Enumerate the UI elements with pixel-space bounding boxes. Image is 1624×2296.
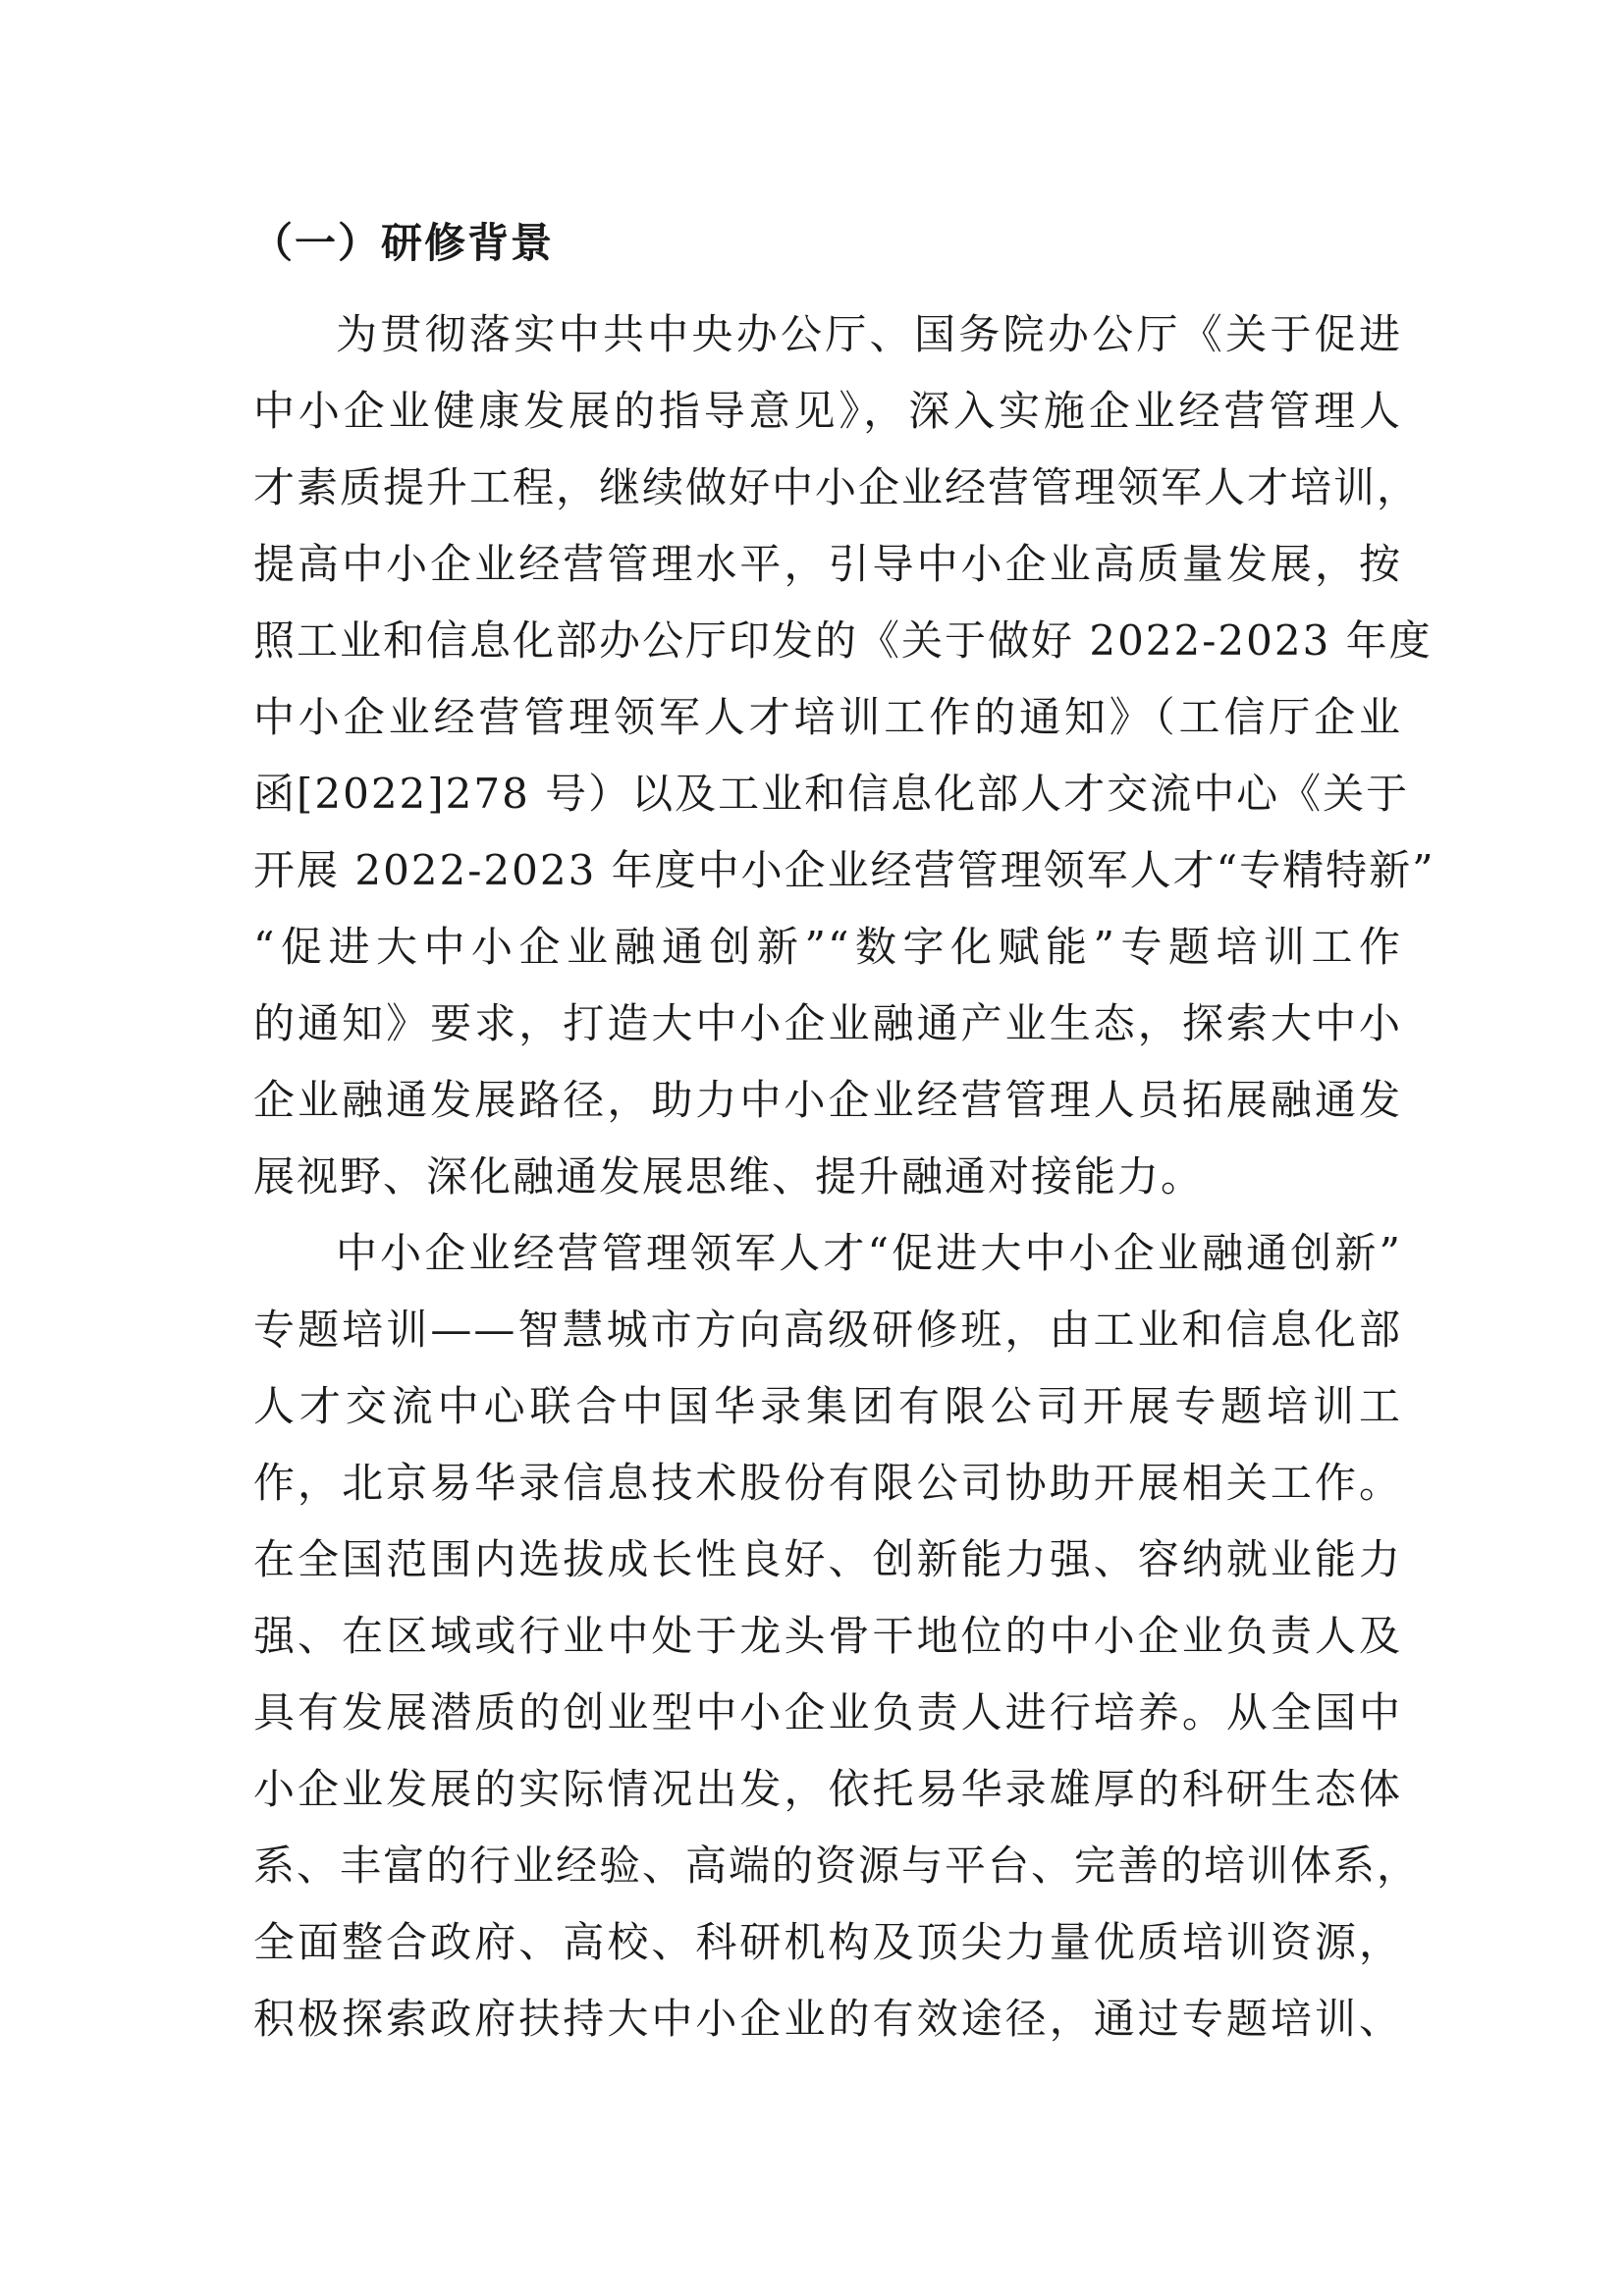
text-line: 专题培训——智慧城市方向高级研修班，由工业和信息化部 <box>253 1306 1402 1354</box>
text-line: 积极探索政府扶持大中小企业的有效途径，通过专题培训、 <box>253 1995 1402 2043</box>
text-line: 提高中小企业经营管理水平，引导中小企业高质量发展，按 <box>253 540 1402 588</box>
text-line: 中小企业经营管理领军人才培训工作的通知》（工信厅企业 <box>253 693 1402 741</box>
text-line: 中小企业经营管理领军人才“促进大中小企业融通创新” <box>336 1229 1402 1277</box>
text-line: 函[2022]278 号）以及工业和信息化部人才交流中心《关于 <box>253 770 1410 818</box>
text-line: 在全国范围内选拔成长性良好、创新能力强、容纳就业能力 <box>253 1535 1402 1583</box>
text-line: 具有发展潜质的创业型中小企业负责人进行培养。从全国中 <box>253 1688 1402 1736</box>
text-line: 才素质提升工程，继续做好中小企业经营管理领军人才培训， <box>253 463 1421 511</box>
text-line: 为贯彻落实中共中央办公厅、国务院办公厅《关于促进 <box>336 310 1402 358</box>
paragraph-background-2 <box>253 1215 1421 2057</box>
text-line: 全面整合政府、高校、科研机构及顶尖力量优质培训资源， <box>253 1918 1402 1966</box>
text-line: 开展 2022-2023 年度中小企业经营管理领军人才“专精特新” <box>253 846 1435 894</box>
text-line: “促进大中小企业融通创新”“数字化赋能”专题培训工作 <box>253 923 1402 971</box>
text-line: 照工业和信息化部办公厅印发的《关于做好 2022-2023 年度 <box>253 616 1433 665</box>
text-line: 企业融通发展路径，助力中小企业经营管理人员拓展融通发 <box>253 1076 1402 1124</box>
section-heading: （一）研修背景 <box>251 219 555 267</box>
paragraph-background-1 <box>253 296 1435 1215</box>
text-line: 展视野、深化融通发展思维、提升融通对接能力。 <box>253 1152 1205 1201</box>
text-line: 的通知》要求，打造大中小企业融通产业生态，探索大中小 <box>253 999 1402 1047</box>
text-line: 人才交流中心联合中国华录集团有限公司开展专题培训工 <box>253 1382 1402 1430</box>
text-line: 作，北京易华录信息技术股份有限公司协助开展相关工作。 <box>253 1459 1402 1507</box>
text-line: 小企业发展的实际情况出发，依托易华录雄厚的科研生态体 <box>253 1765 1402 1813</box>
document-body <box>251 206 1435 2057</box>
text-line: 系、丰富的行业经验、高端的资源与平台、完善的培训体系， <box>253 1842 1421 1890</box>
text-line: 强、在区域或行业中处于龙头骨干地位的中小企业负责人及 <box>253 1612 1402 1660</box>
text-line: 中小企业健康发展的指导意见》，深入实施企业经营管理人 <box>253 387 1402 435</box>
